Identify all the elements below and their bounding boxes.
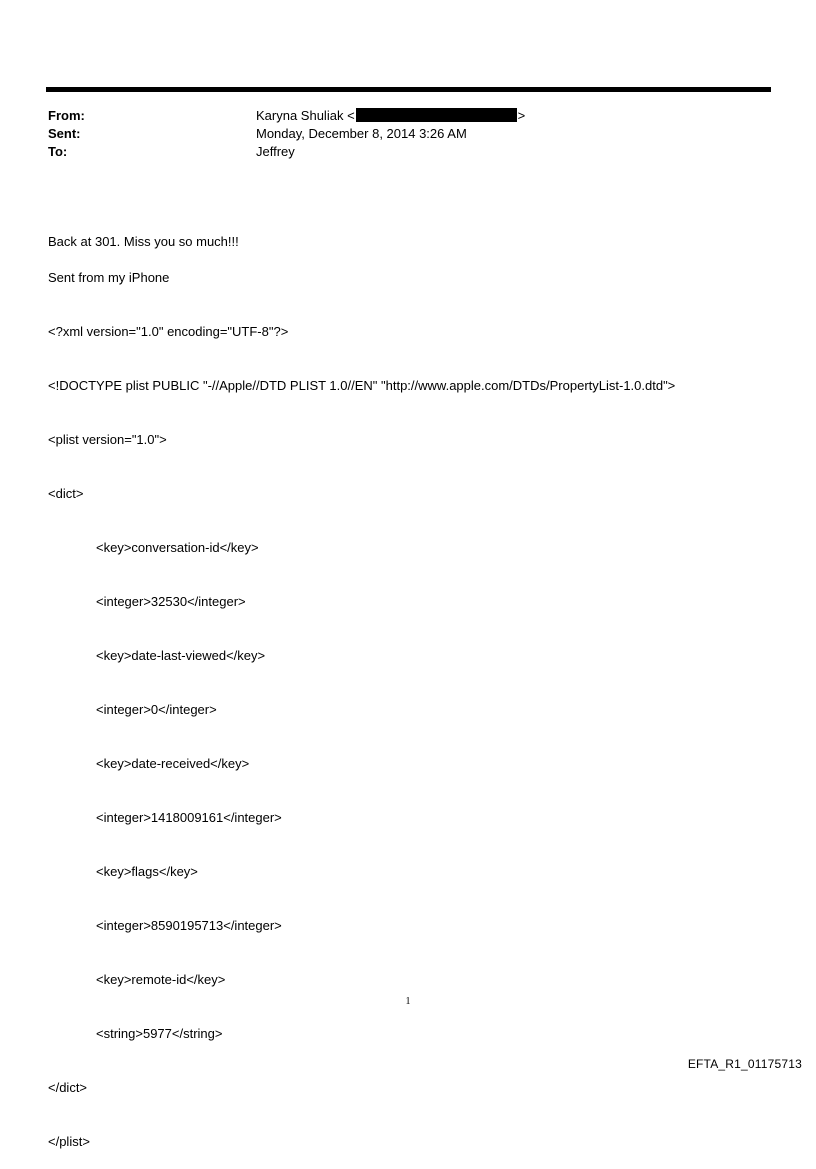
xml-line: </dict> [48, 1080, 88, 1095]
xml-line: <?xml version="1.0" encoding="UTF-8"?> [48, 324, 289, 339]
email-open-bracket: < [347, 108, 355, 123]
to-value: Jeffrey [256, 144, 295, 159]
message-text: Back at 301. Miss you so much!!! [48, 234, 239, 249]
xml-line: <dict> [48, 486, 84, 501]
sent-label: Sent: [48, 126, 81, 141]
from-label: From: [48, 108, 85, 123]
xml-line: <key>flags</key> [96, 864, 198, 879]
xml-line: <!DOCTYPE plist PUBLIC "-//Apple//DTD PLIST 1.0//EN" "http://www.apple.com/DTDs/PropertyList-1.0.dtd"> [48, 378, 676, 393]
redaction-bar [356, 108, 517, 122]
xml-line: <key>remote-id</key> [96, 972, 226, 987]
document-id: EFTA_R1_01175713 [687, 1057, 802, 1071]
xml-line: <integer>0</integer> [96, 702, 217, 717]
xml-line: <integer>32530</integer> [96, 594, 246, 609]
sent-value: Monday, December 8, 2014 3:26 AM [256, 126, 467, 141]
xml-line: <key>date-received</key> [96, 756, 250, 771]
xml-line: <integer>8590195713</integer> [96, 918, 282, 933]
xml-line: <integer>1418009161</integer> [96, 810, 282, 825]
xml-line: <plist version="1.0"> [48, 432, 167, 447]
xml-line: </plist> [48, 1134, 90, 1149]
xml-line: <key>conversation-id</key> [96, 540, 259, 555]
xml-line: <string>5977</string> [96, 1026, 223, 1041]
attachment-body [48, 233, 675, 1169]
sender-name: Karyna Shuliak [256, 108, 344, 123]
email-close-bracket: > [517, 108, 526, 123]
header-rule [46, 87, 771, 92]
page-number: 1 [405, 996, 411, 1007]
xml-line: <key>date-last-viewed</key> [96, 648, 266, 663]
signature-text: Sent from my iPhone [48, 270, 170, 285]
from-value [256, 107, 525, 125]
to-label: To: [48, 144, 68, 159]
